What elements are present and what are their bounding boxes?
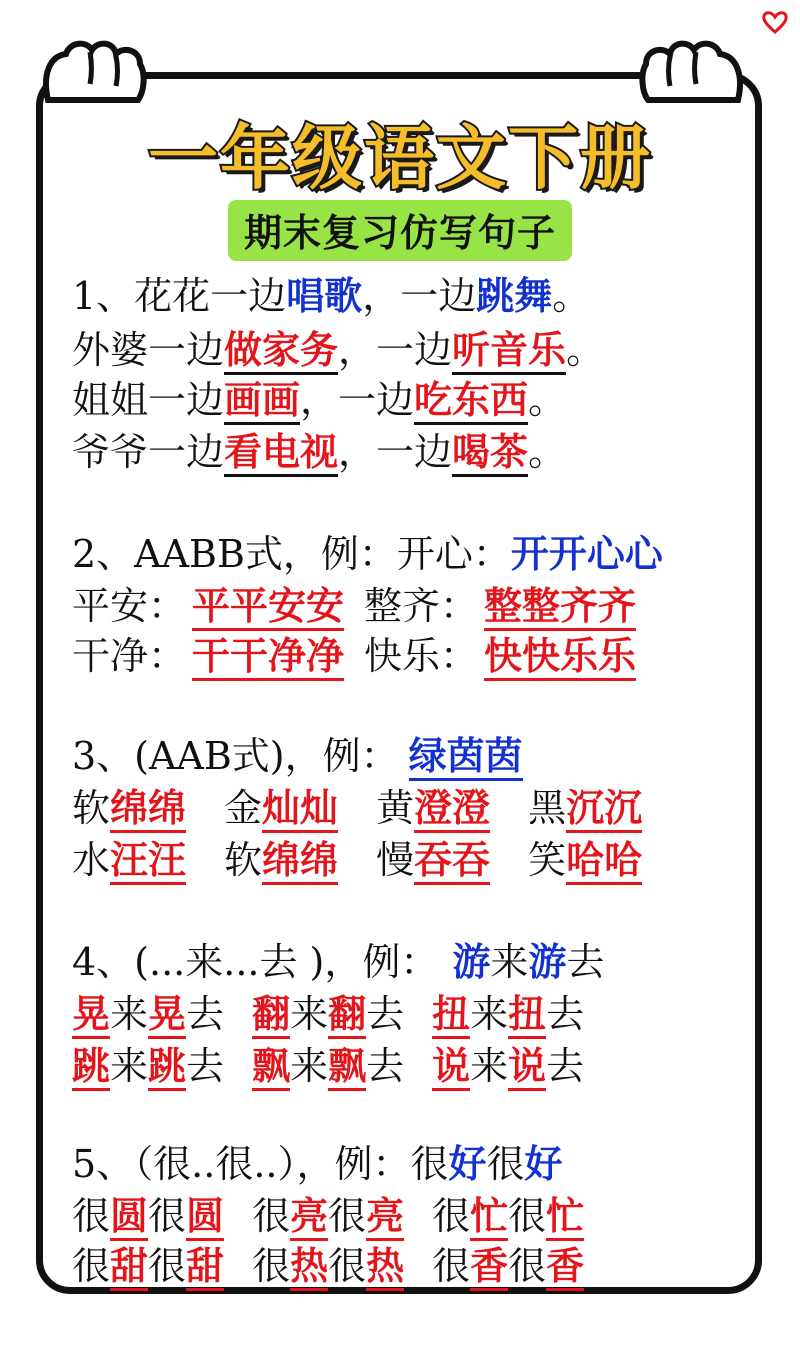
section-2-row: 平安： 平平安安 整齐： 整整齐齐	[72, 580, 636, 632]
section-5-example: 5、（很..很..），例：很好很好	[72, 1141, 563, 1186]
section-2-example: 2、AABB式，例：开心：开开心心	[72, 531, 663, 576]
section-1-row: 姐姐一边画画，一边吃东西。	[72, 374, 566, 426]
section-1-row: 爷爷一边看电视，一边喝茶。	[72, 426, 566, 478]
section-4-row: 跳来跳去 飘来飘去 说来说去	[72, 1040, 584, 1092]
section-4-row: 晃来晃去 翻来翻去 扭来扭去	[72, 988, 584, 1040]
left-hand-icon	[40, 34, 150, 104]
section-3-example: 3、(AAB式)，例： 绿茵茵	[72, 730, 523, 782]
section-1-row: 外婆一边做家务，一边听音乐。	[72, 324, 604, 376]
section-1-example: 1、花花一边唱歌，一边跳舞。	[72, 273, 591, 318]
section-3-row: 软绵绵 金灿灿 黄澄澄 黑沉沉	[72, 782, 642, 834]
page-subtitle: 期末复习仿写句子	[228, 200, 572, 261]
page-title: 一年级语文下册	[148, 117, 652, 199]
section-3-row: 水汪汪 软绵绵 慢吞吞 笑哈哈	[72, 834, 642, 886]
right-hand-icon	[636, 34, 746, 104]
section-4-example: 4、(...来...去 )，例： 游来游去	[72, 939, 605, 984]
section-5-row: 很甜很甜 很热很热 很香很香	[72, 1240, 584, 1292]
section-5-row: 很圆很圆 很亮很亮 很忙很忙	[72, 1190, 584, 1242]
section-2-row: 干净： 干干净净 快乐： 快快乐乐	[72, 630, 636, 682]
heart-icon	[762, 10, 788, 38]
